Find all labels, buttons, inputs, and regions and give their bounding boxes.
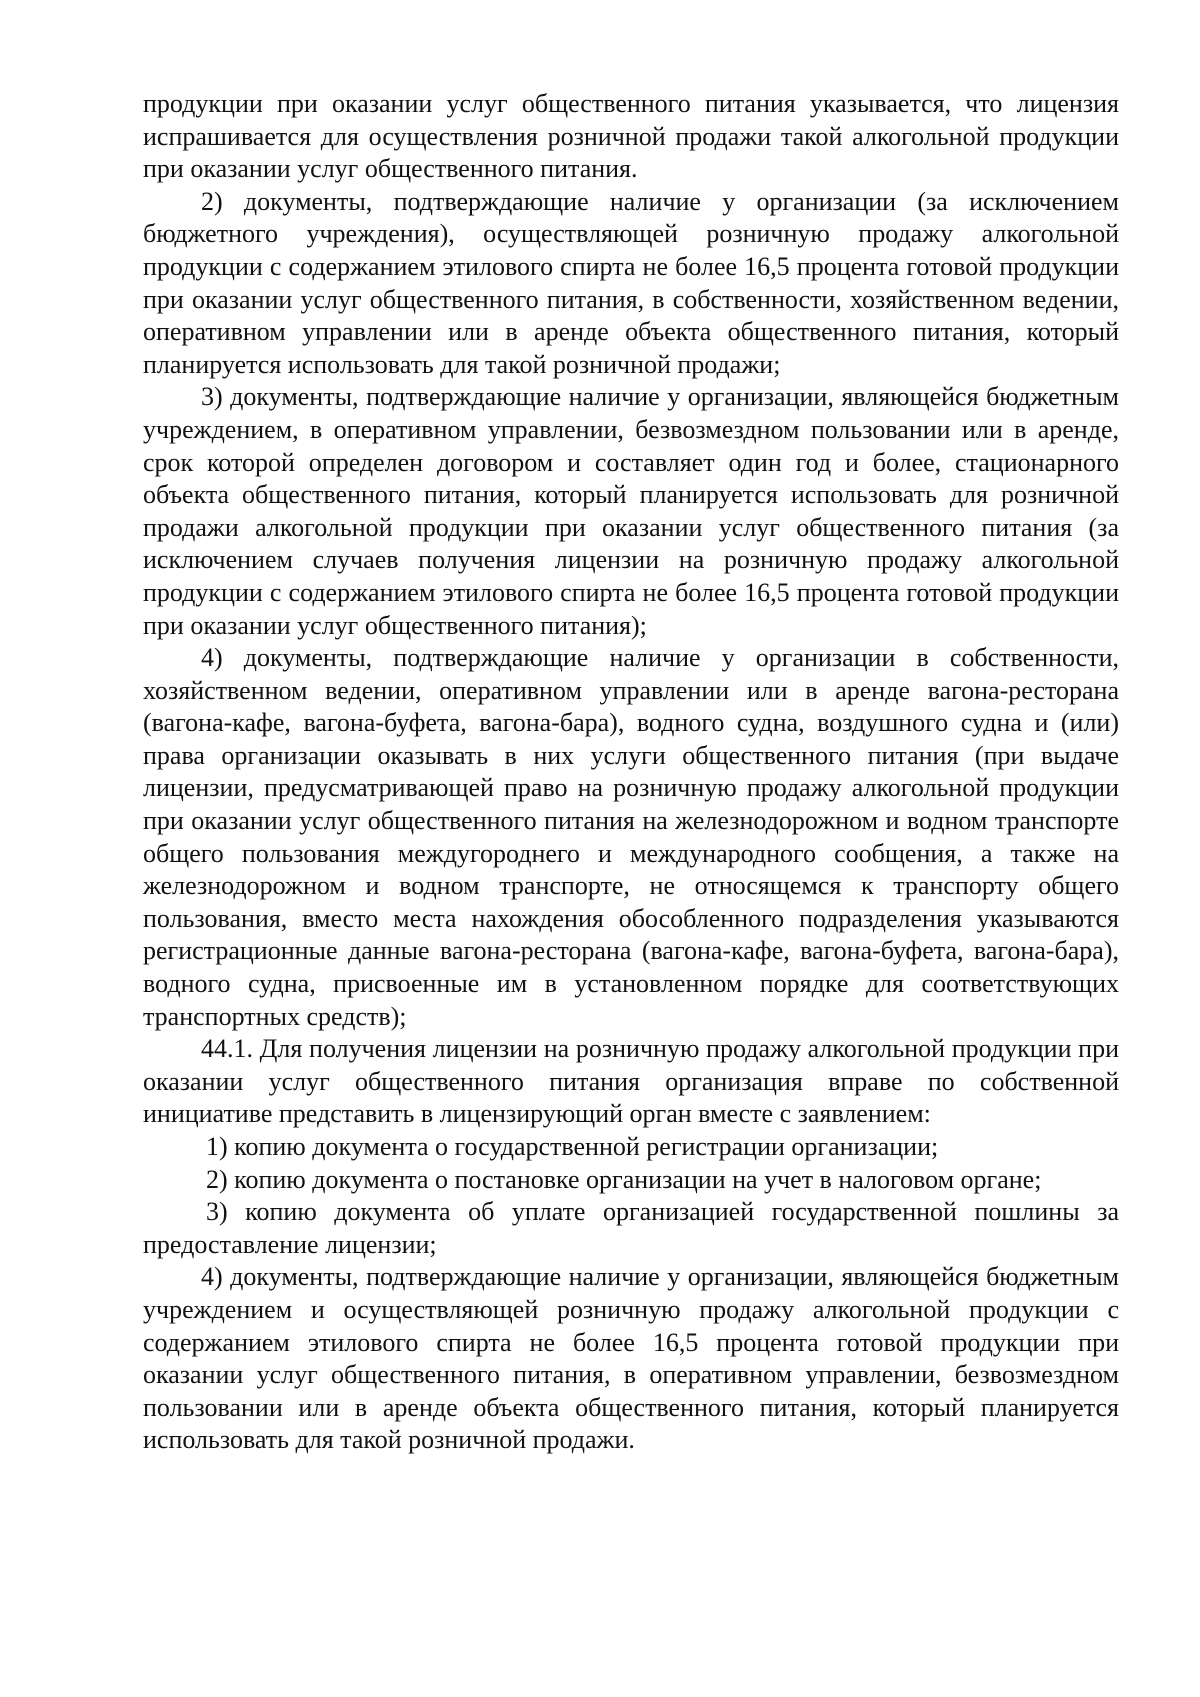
paragraph-item-3: 3) документы, подтверждающие наличие у организации, являющейся бюджетным учреждением, в оперативном управлении, безвозмездном пользовании или в аренде, срок которой определен договором и составляет один год и более, стационарного объекта общественного питания, который планируется использовать для розничной продажи алкогольной продукции при оказании услуг общественного питания (за исключением случаев получения лицензии на розничную продажу алкогольной продукции с содержанием этилового спирта не более 16,5 процента готовой продукции при оказании услуг общественного питания); [143, 382, 1119, 640]
paragraph-item-2: 2) документы, подтверждающие наличие у организации (за исключением бюджетного учреждения), осуществляющей розничную продажу алкогольной продукции с содержанием этилового спирта не более 16,5 процента готовой продукции при оказании услуг общественного питания, в собственности, хозяйственном ведении, оперативном управлении или в аренде объекта общественного питания, который планируется использовать для такой розничной продажи; [143, 186, 1119, 379]
paragraph-item-4: 4) документы, подтверждающие наличие у организации в собственности, хозяйственном ведении, оперативном управлении или в аренде вагона-ресторана (вагона-кафе, вагона-буфета, вагона-бара), водного судна, воздушного судна и (или) права организации оказывать в них услуги общественного питания (при выдаче лицензии, предусматривающей право на розничную продажу алкогольной продукции при оказании услуг общественного питания на железнодорожном и водном транспорте общего пользования междугороднего и международного сообщения, а также на железнодорожном и водном транспорте, не относящемся к транспорту общего пользования, вместо места нахождения обособленного подразделения указываются регистрационные данные вагона-ресторана (вагона-кафе, вагона-буфета, вагона-бара), водного судна, присвоенные им в установленном порядке для соответствующих транспортных средств); [143, 643, 1119, 1031]
document-body [143, 88, 1119, 1457]
paragraph-sub-item-1: 1) копию документа о государственной регистрации организации; [206, 1132, 939, 1161]
paragraph-sub-item-2: 2) копию документа о постановке организации на учет в налоговом органе; [206, 1164, 1042, 1194]
paragraph-sub-item-4: 4) документы, подтверждающие наличие у организации, являющейся бюджетным учреждением и осуществляющей розничную продажу алкогольной продукции с содержанием этилового спирта не более 16,5 процента готовой продукции при оказании услуг общественного питания, в оперативном управлении, безвозмездном пользовании или в аренде объекта общественного питания, который планируется использовать для такой розничной продажи. [143, 1262, 1119, 1455]
paragraph-continuation: продукции при оказании услуг общественного питания указывается, что лицензия испрашивается для осуществления розничной продажи такой алкогольной продукции при оказании услуг общественного питания. [143, 89, 1119, 184]
paragraph-section-44-1: 44.1. Для получения лицензии на розничную продажу алкогольной продукции при оказании услуг общественного питания организация вправе по собственной инициативе представить в лицензирующий орган вместе с заявлением: [143, 1034, 1119, 1129]
paragraph-sub-item-3: 3) копию документа об уплате организацией государственной пошлины за предоставление лицензии; [143, 1197, 1119, 1259]
